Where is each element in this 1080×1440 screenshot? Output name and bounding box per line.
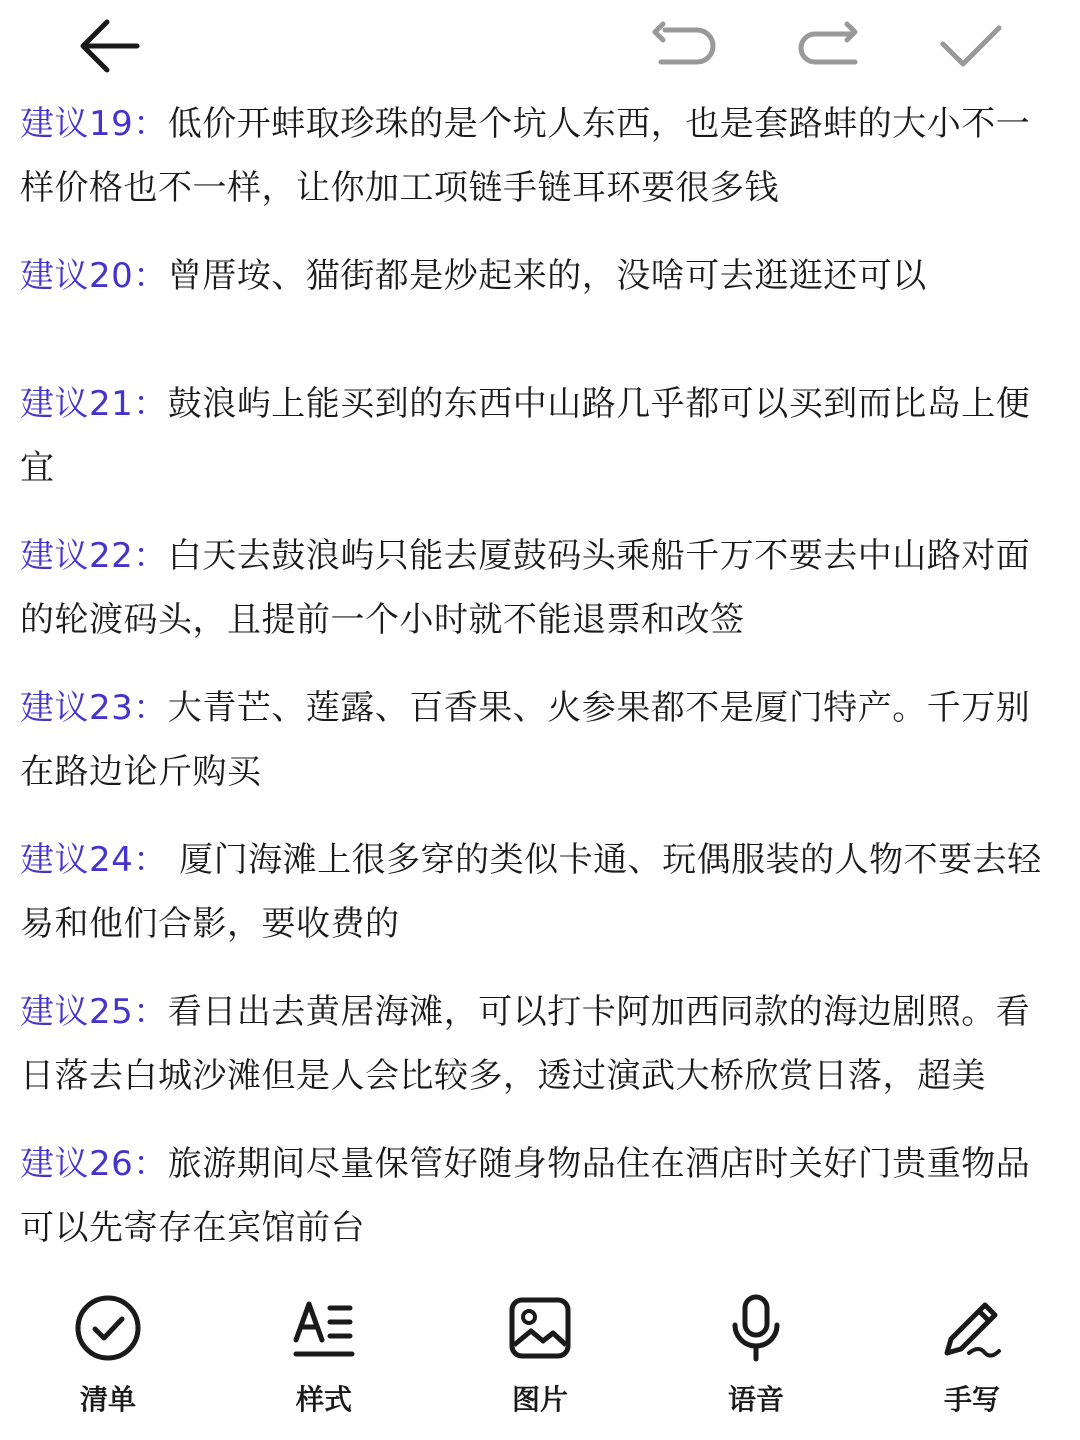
tip-paragraph-25	[20, 980, 1060, 1108]
text-style-button[interactable]	[254, 1290, 394, 1430]
done-button[interactable]	[932, 14, 1008, 78]
tip-label: 建议24：	[20, 840, 168, 880]
undo-button[interactable]	[646, 14, 722, 78]
tip-paragraph-21	[20, 372, 1060, 500]
pen-icon	[936, 1290, 1008, 1366]
tip-label: 建议19：	[20, 104, 168, 144]
tip-paragraph-20	[20, 244, 1060, 308]
undo-icon	[649, 20, 719, 72]
blank-line	[20, 332, 1060, 372]
tip-text: 大青芒、莲露、百香果、火参果都不是厦门特产。千万别在路边论斤购买	[20, 688, 1031, 792]
text-style-icon	[288, 1290, 360, 1366]
tip-text: 看日出去黄居海滩，可以打卡阿加西同款的海边剧照。看日落去白城沙滩但是人会比较多，透过演武大桥欣赏日落，超美	[20, 992, 1031, 1096]
checklist-label: 清单	[79, 1383, 136, 1416]
note-content[interactable]	[20, 92, 1060, 1284]
tip-paragraph-19	[20, 92, 1060, 220]
tip-text: 旅游期间尽量保管好随身物品住在酒店时关好门贵重物品可以先寄存在宾馆前台	[20, 1144, 1031, 1248]
top-toolbar	[0, 0, 1080, 92]
tip-paragraph-24	[20, 828, 1060, 956]
tip-paragraph-23	[20, 676, 1060, 804]
back-button[interactable]	[70, 14, 146, 78]
bottom-toolbar	[0, 1290, 1080, 1440]
image-button[interactable]	[470, 1290, 610, 1430]
voice-label: 语音	[727, 1383, 784, 1416]
handwriting-button[interactable]	[902, 1290, 1042, 1430]
checklist-button[interactable]	[38, 1290, 178, 1430]
tip-label: 建议25：	[20, 992, 168, 1032]
text-style-label: 样式	[295, 1383, 352, 1416]
tip-text: 曾厝垵、猫街都是炒起来的，没啥可去逛逛还可以	[167, 256, 927, 296]
redo-icon	[793, 20, 863, 72]
tip-label: 建议20：	[20, 256, 168, 296]
tip-label: 建议22：	[20, 536, 168, 576]
handwriting-label: 手写	[943, 1383, 1000, 1416]
tip-text: 白天去鼓浪屿只能去厦鼓码头乘船千万不要去中山路对面的轮渡码头，且提前一个小时就不能退票和改签	[20, 536, 1031, 640]
tip-text: 厦门海滩上很多穿的类似卡通、玩偶服装的人物不要去轻易和他们合影，要收费的	[20, 840, 1042, 944]
image-label: 图片	[511, 1383, 568, 1416]
tip-label: 建议26：	[20, 1144, 168, 1184]
checkmark-icon	[937, 20, 1003, 72]
tip-text: 低价开蚌取珍珠的是个坑人东西，也是套路蚌的大小不一样价格也不一样，让你加工项链手链耳环要很多钱	[20, 104, 1031, 208]
voice-button[interactable]	[686, 1290, 826, 1430]
tip-label: 建议23：	[20, 688, 168, 728]
microphone-icon	[720, 1290, 792, 1366]
tip-paragraph-26	[20, 1132, 1060, 1260]
tip-paragraph-22	[20, 524, 1060, 652]
image-icon	[504, 1290, 576, 1366]
checklist-icon	[72, 1290, 144, 1366]
arrow-left-icon	[75, 16, 141, 76]
tip-label: 建议21：	[20, 384, 168, 424]
redo-button[interactable]	[790, 14, 866, 78]
tip-text: 鼓浪屿上能买到的东西中山路几乎都可以买到而比岛上便宜	[20, 384, 1031, 488]
